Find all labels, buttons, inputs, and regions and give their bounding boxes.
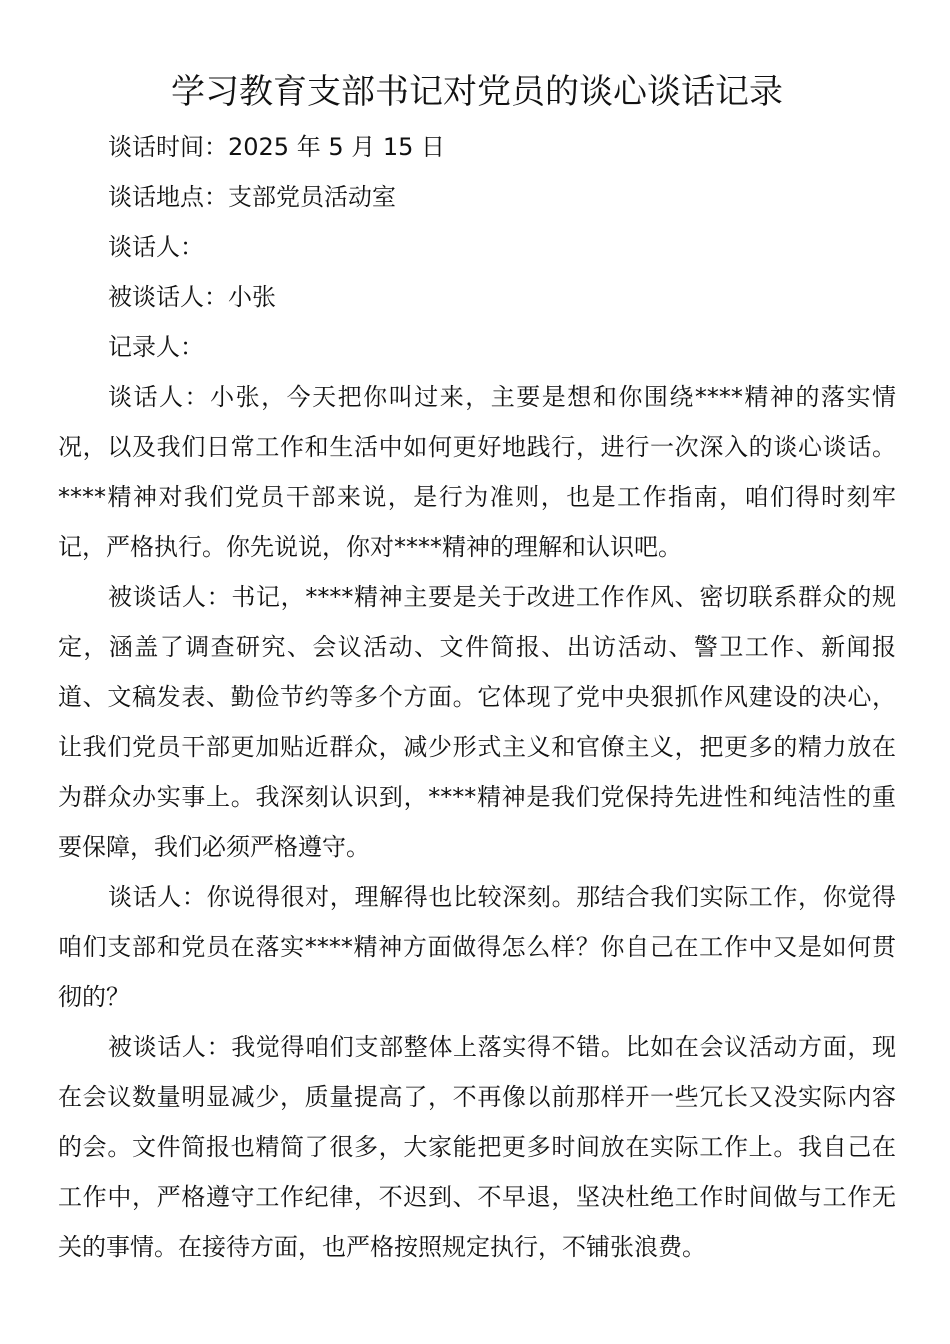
meta-place: 谈话地点：支部党员活动室	[108, 183, 396, 211]
paragraph-1: 谈话人：小张，今天把你叫过来，主要是想和你围绕****精神的落实情况，以及我们日常工作和生活中如何更好地践行，进行一次深入的谈心谈话。****精神对我们党员干部来说，是行为准则，也是工作指南，咱们得时刻牢记，严格执行。你先说说，你对****精神的理解和认识吧。	[58, 383, 896, 561]
document-page	[58, 62, 896, 1272]
meta-interviewee: 被谈话人：小张	[108, 283, 276, 311]
meta-speaker: 谈话人：	[108, 233, 204, 261]
document-title: 学习教育支部书记对党员的谈心谈话记录	[171, 72, 783, 112]
meta-time: 谈话时间：2025 年 5 月 15 日	[108, 133, 446, 161]
meta-recorder: 记录人：	[108, 333, 204, 361]
paragraph-4: 被谈话人：我觉得咱们支部整体上落实得不错。比如在会议活动方面，现在会议数量明显减少，质量提高了，不再像以前那样开一些冗长又没实际内容的会。文件简报也精简了很多，大家能把更多时间放在实际工作上。我自己在工作中，严格遵守工作纪律，不迟到、不早退，坚决杜绝工作时间做与工作无关的事情。在接待方面，也严格按照规定执行，不铺张浪费。	[58, 1033, 896, 1261]
paragraph-3: 谈话人：你说得很对，理解得也比较深刻。那结合我们实际工作，你觉得咱们支部和党员在落实****精神方面做得怎么样？你自己在工作中又是如何贯彻的？	[58, 883, 896, 1011]
paragraph-2: 被谈话人：书记，****精神主要是关于改进工作作风、密切联系群众的规定，涵盖了调查研究、会议活动、文件简报、出访活动、警卫工作、新闻报道、文稿发表、勤俭节约等多个方面。它体现了党中央狠抓作风建设的决心，让我们党员干部更加贴近群众，减少形式主义和官僚主义，把更多的精力放在为群众办实事上。我深刻认识到，****精神是我们党保持先进性和纯洁性的重要保障，我们必须严格遵守。	[58, 583, 896, 861]
